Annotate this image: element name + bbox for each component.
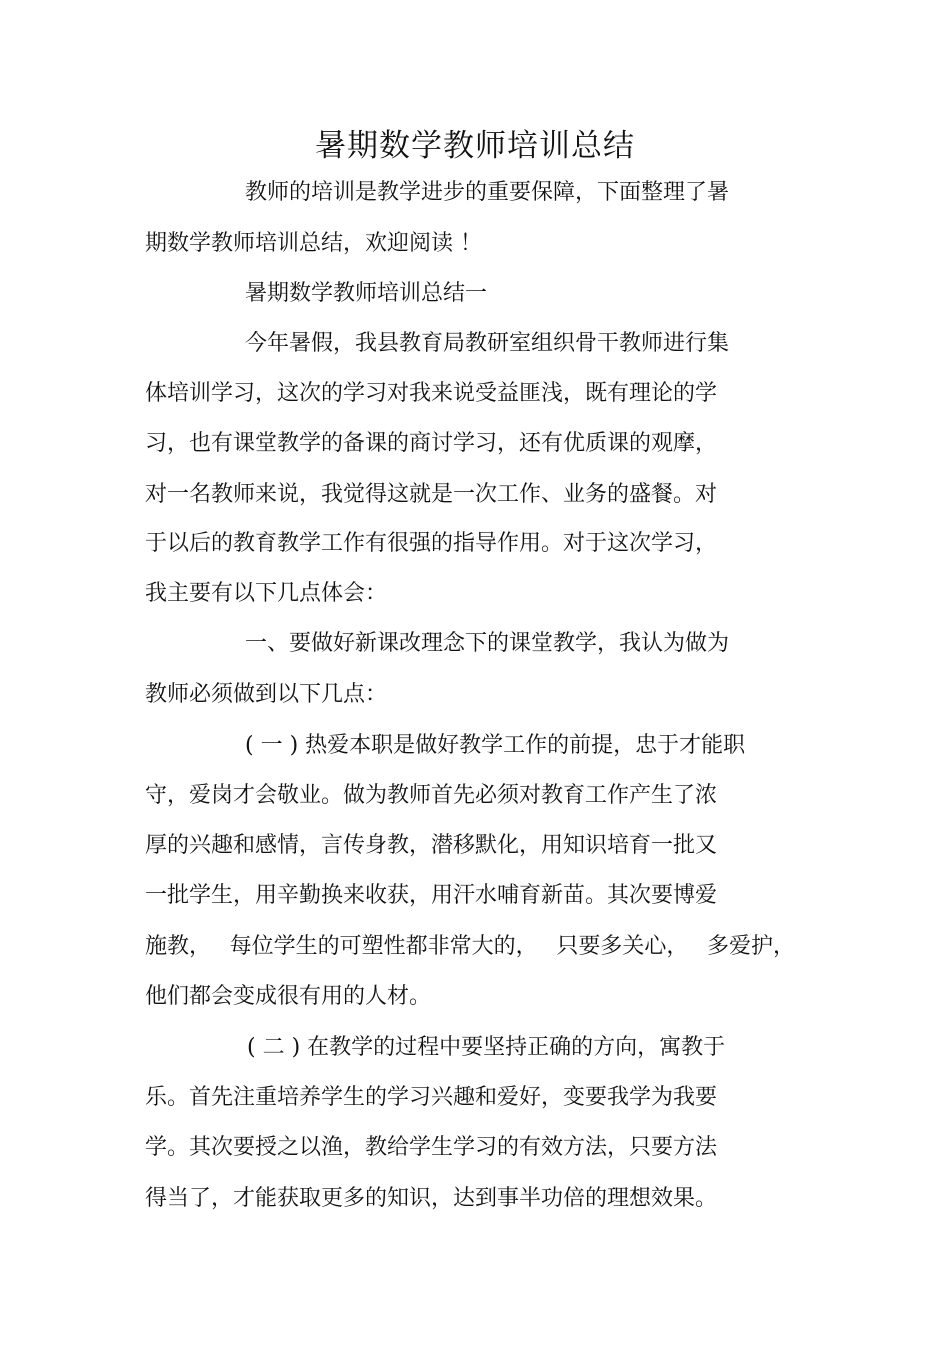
paragraph-line: 我主要有以下几点体会： bbox=[145, 581, 388, 606]
section-heading: 暑期数学教师培训总结一 bbox=[245, 281, 488, 306]
paragraph-line-justified bbox=[145, 932, 795, 962]
paragraph-line: ( 二 ) 在教学的过程中要坚持正确的方向，寓教于 bbox=[247, 1035, 726, 1060]
paragraph-line: 一、要做好新课改理念下的课堂教学，我认为做为 bbox=[245, 631, 730, 656]
text-segment: 施教， bbox=[145, 934, 212, 959]
document-title: 暑期数学教师培训总结 bbox=[315, 128, 635, 164]
paragraph-line: 他们都会变成很有用的人材。 bbox=[145, 984, 432, 1009]
paragraph-line: 学。其次要授之以渔，教给学生学习的有效方法，只要方法 bbox=[145, 1135, 718, 1160]
paragraph-line: 教师必须做到以下几点： bbox=[145, 682, 388, 707]
paragraph-line: 期数学教师培训总结，欢迎阅读 ！ bbox=[145, 231, 482, 256]
paragraph-line: 习，也有课堂教学的备课的商讨学习，还有优质课的观摩， bbox=[145, 431, 718, 456]
paragraph-line: 守，爱岗才会敬业。做为教师首先必须对教育工作产生了浓 bbox=[145, 783, 718, 808]
paragraph-line: 于以后的教育教学工作有很强的指导作用。对于这次学习， bbox=[145, 531, 718, 556]
paragraph-line: 对一名教师来说，我觉得这就是一次工作、业务的盛餐。对 bbox=[145, 482, 718, 507]
paragraph-line: 一批学生，用辛勤换来收获，用汗水哺育新苗。其次要博爱 bbox=[145, 883, 718, 908]
paragraph-line: 厚的兴趣和感情，言传身教，潜移默化，用知识培育一批又 bbox=[145, 833, 718, 858]
paragraph-line: ( 一 ) 热爱本职是做好教学工作的前提，忠于才能职 bbox=[245, 733, 746, 758]
paragraph-line: 乐。首先注重培养学生的学习兴趣和爱好，变要我学为我要 bbox=[145, 1085, 718, 1110]
text-segment: 每位学生的可塑性都非常大的， bbox=[229, 934, 538, 959]
paragraph-line: 得当了，才能获取更多的知识，达到事半功倍的理想效果。 bbox=[145, 1186, 718, 1211]
paragraph-line: 教师的培训是教学进步的重要保障，下面整理了暑 bbox=[245, 180, 730, 205]
text-segment: 只要多关心， bbox=[556, 934, 689, 959]
text-segment: 多爱护， bbox=[706, 934, 795, 959]
paragraph-line: 体培训学习，这次的学习对我来说受益匪浅，既有理论的学 bbox=[145, 381, 718, 406]
paragraph-line: 今年暑假，我县教育局教研室组织骨干教师进行集 bbox=[245, 331, 730, 356]
